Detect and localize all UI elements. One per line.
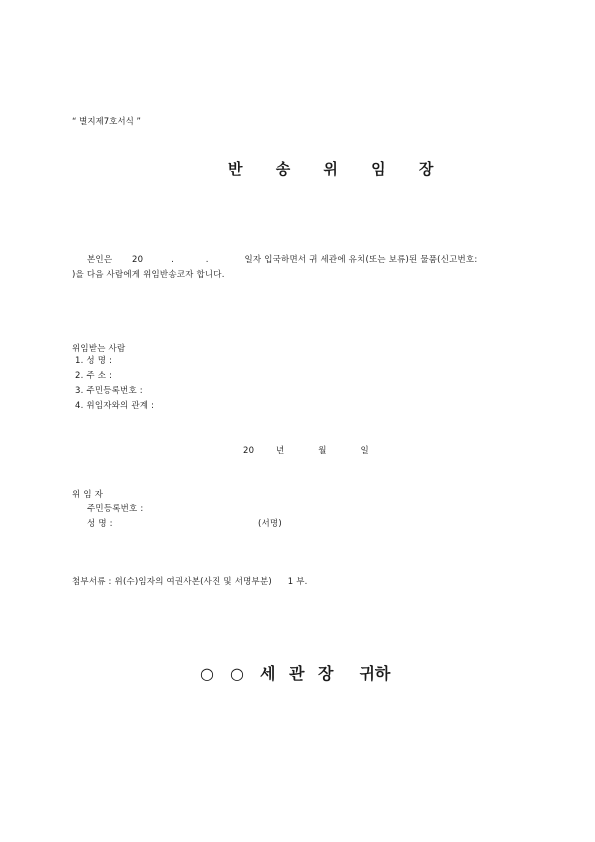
delegate-id-field: 3. 주민등록번호 : [75,386,143,396]
signature-label: (서명) [258,519,282,529]
date-year-unit: 년 [276,446,285,456]
delegate-relation-field: 4. 위임자와의 관계 : [75,401,155,411]
delegate-name-field: 1. 성 명 : [75,356,113,366]
delegator-heading: 위 임 자 [72,490,104,500]
attachment-text: 위(수)임자의 여권사본(사진 및 서명부분) [114,577,272,587]
addressee-office: 세 관 장 [259,664,338,683]
form-number-label: “ 별지제7호서식 ” [72,117,141,127]
addressee-honorific: 귀하 [359,664,391,683]
document-title: 반 송 위 임 장 [228,160,448,178]
attachment-count: 1 부. [287,577,308,587]
date-year: 20 [243,446,255,456]
addressee-line [200,661,390,684]
statement-line-1 [87,253,477,265]
addressee-circle-1: ○ [200,664,214,683]
statement-dot-2: . [205,255,209,265]
delegate-address-field: 2. 주 소 : [75,371,113,381]
delegator-name-field: 성 명 : [87,519,113,529]
statement-entry-text: 일자 입국하면서 귀 세관에 유치(또는 보류)된 물품(신고번호: [244,255,478,265]
addressee-circle-2: ○ [229,664,244,683]
statement-year: 20 [132,255,144,265]
date-month-unit: 월 [318,446,327,456]
delegator-id-field: 주민등록번호 : [87,504,144,514]
delegate-heading: 위임받는 사람 [72,344,126,354]
statement-subject: 본인은 [87,255,113,265]
statement-dot-1: . [171,255,174,265]
statement-line-2: )을 다음 사람에게 위임반송코자 합니다. [72,270,225,280]
date-line [243,444,369,456]
attachment-line [72,575,308,587]
date-day-unit: 일 [360,446,369,456]
attachment-label: 첨부서류 : [72,577,112,587]
